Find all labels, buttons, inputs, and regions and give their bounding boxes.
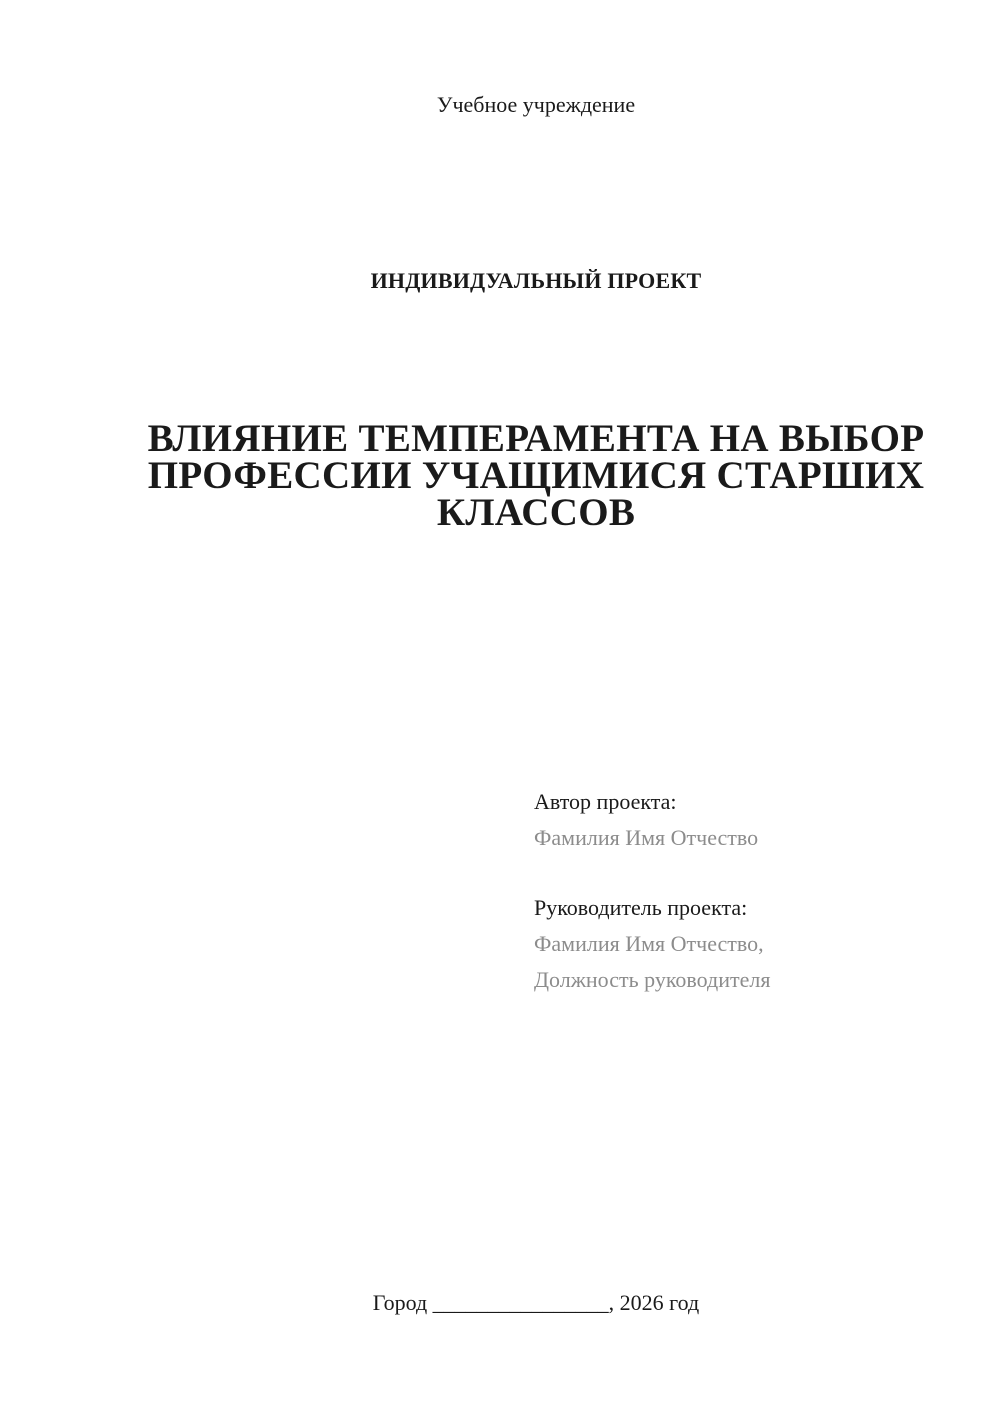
supervisor-label: Руководитель проекта: xyxy=(534,895,748,920)
supervisor-position: Должность руководителя xyxy=(534,967,771,992)
project-title-line: ВЛИЯНИЕ ТЕМПЕРАМЕНТА НА ВЫБОР xyxy=(147,417,925,460)
document-type: ИНДИВИДУАЛЬНЫЙ ПРОЕКТ xyxy=(370,268,702,293)
institution-name: Учебное учреждение xyxy=(436,92,636,117)
project-title-line: ПРОФЕССИИ УЧАЩИМИСЯ СТАРШИХ xyxy=(147,454,925,497)
project-title-line: КЛАССОВ xyxy=(436,491,636,534)
supervisor-block xyxy=(534,890,974,998)
project-title xyxy=(140,417,932,534)
city-year-line: Город ________________, 2026 год xyxy=(372,1290,700,1315)
author-block xyxy=(534,784,974,856)
author-name: Фамилия Имя Отчество xyxy=(534,825,759,850)
author-label: Автор проекта: xyxy=(534,789,677,814)
supervisor-name: Фамилия Имя Отчество, xyxy=(534,931,764,956)
